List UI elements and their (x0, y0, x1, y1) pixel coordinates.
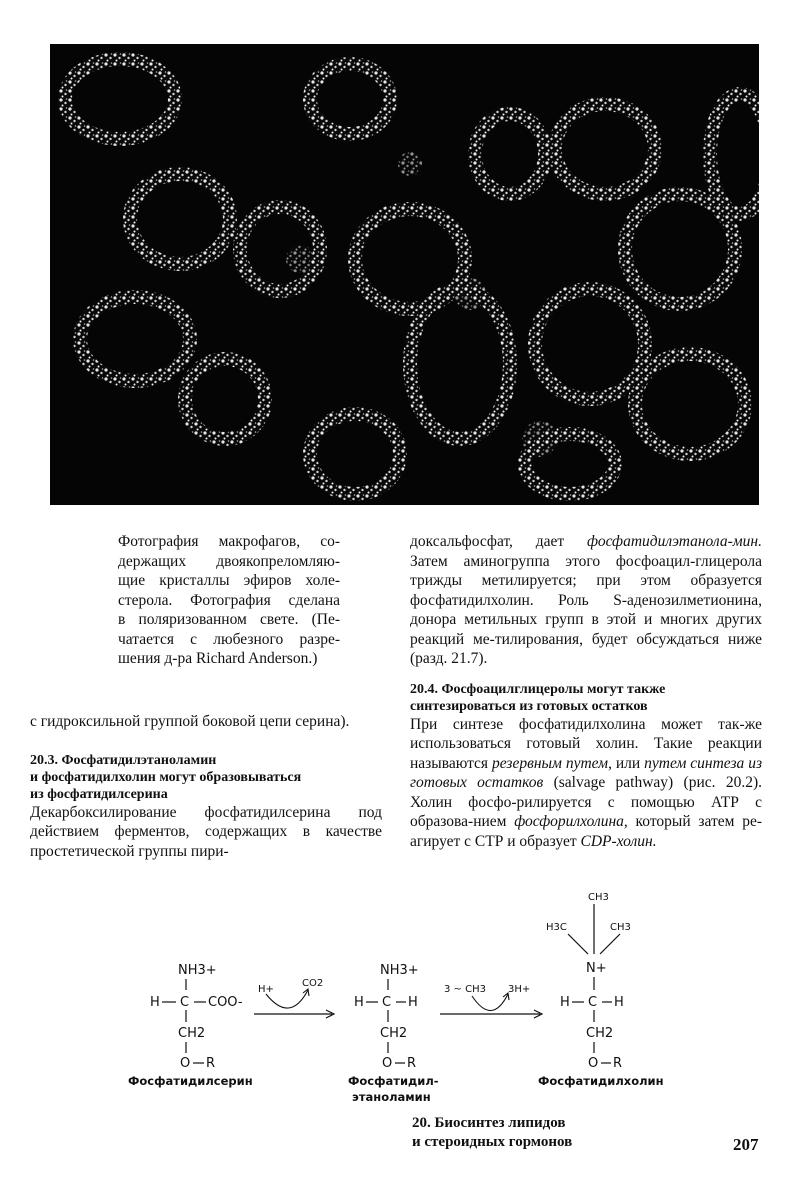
h-atom: H (560, 995, 570, 1010)
compound-label-phosphatidylserine: Фосфатидилсерин (128, 1074, 253, 1088)
chapter-footer (412, 1114, 672, 1152)
section-20-4-body (410, 715, 762, 852)
reagent-methyl-donor: 3 ~ CH3 (444, 984, 486, 995)
term-italic: путем синтеза из готовых остатков (410, 754, 763, 791)
text-run: доксальфосфат, дает (410, 533, 588, 550)
ch3-group: CH3 (610, 922, 631, 933)
reaction-arrow-methylation (440, 984, 542, 1018)
compound-label-ethanolamine-1: Фосфатидил- (348, 1074, 439, 1088)
caption-line: щие кристаллы эфиров холе- (118, 572, 340, 589)
reagent-h-plus: H+ (258, 984, 274, 995)
continuation-paragraph: с гидроксильной группой боковой цепи серина). (30, 713, 350, 730)
micrograph-macrophages (50, 44, 759, 505)
r-group: R (407, 1056, 417, 1071)
product-co2: CO2 (302, 978, 324, 989)
caption-line: держащих двоякопреломляю- (118, 552, 340, 570)
text-run: который затем ре-агирует с СТР и образует (410, 813, 763, 850)
paragraph-methylation (410, 532, 762, 669)
caption-line: Фотография макрофагов, со- (118, 533, 340, 550)
coo-group: COO- (208, 995, 243, 1010)
phosphatidylcholine-structure (538, 892, 664, 1088)
photo-caption (118, 532, 340, 669)
caption-line: в поляризованном свете. (Пе- (118, 611, 340, 628)
o-atom: O (382, 1056, 393, 1071)
reaction-arrow-decarboxylation (254, 978, 334, 1018)
ch2-group: CH2 (586, 1026, 614, 1041)
heading-line: и фосфатидилхолин могут образовываться (30, 769, 302, 785)
nh3-group: NH3+ (178, 963, 217, 978)
product-h-plus: 3H+ (508, 984, 531, 995)
c-atom: C (588, 995, 598, 1010)
caption-line: чатается с любезного разре- (118, 630, 340, 648)
chapter-title-line: 20. Биосинтез липидов (412, 1115, 566, 1131)
heading-line: 20.4. Фосфоацилглицеролы могут также (410, 681, 666, 697)
h-atom: H (150, 995, 160, 1010)
reaction-scheme (100, 882, 700, 1112)
heading-line: 20.3. Фосфатидилэтаноламин (30, 752, 217, 768)
h-atom: H (408, 995, 418, 1010)
h3c-group: H3C (546, 922, 567, 933)
caption-line: стерола. Фотография сделана (118, 591, 340, 609)
h-atom: H (354, 995, 364, 1010)
r-group: R (206, 1056, 216, 1071)
c-atom: C (180, 995, 190, 1010)
text-run: При синтезе фосфатидилхолина может так-же использоваться готовый холин. Такие реакции называются (410, 715, 762, 772)
term-italic: CDP-холин. (580, 832, 657, 850)
section-20-4-heading (410, 681, 762, 715)
ch3-group: CH3 (588, 892, 609, 903)
c-atom: C (382, 995, 392, 1010)
phosphatidylethanolamine-structure (348, 963, 439, 1104)
heading-line: синтезироваться из готовых остатков (410, 698, 648, 714)
ch2-group: CH2 (380, 1026, 408, 1041)
section-20-3-heading (30, 752, 382, 803)
compound-label-ethanolamine-2: этаноламин (352, 1090, 431, 1104)
micrograph-image (50, 44, 759, 505)
nh3-group: NH3+ (380, 963, 419, 978)
term-italic: резервным путем (492, 754, 609, 772)
section-20-3-body: Декарбоксилирование фосфатидилсерина под действием ферментов, содержащих в качестве простетической группы пири- (30, 803, 382, 860)
text-run: Затем аминогруппа этого фосфоацил-глицерола трижды метилируется; при этом образуется фосфатидилхолин. Роль S-аденозилметионина, донора метильных групп в этой и многих других реакций ме-тилирования, будет обсуждаться ниже (разд. 21.7). (410, 552, 762, 667)
page-number: 207 (733, 1135, 759, 1154)
caption-line: шения д-ра Richard Anderson.) (118, 650, 318, 667)
ch2-group: CH2 (178, 1026, 206, 1041)
heading-line: из фосфатидилсерина (30, 786, 168, 802)
text-run: (salvage pathway) (рис. 20.2). Холин фосфо-рилируется с помощью АТР с образова-нием (410, 774, 762, 830)
phosphatidylserine-structure (128, 963, 253, 1088)
reaction-scheme-svg (100, 882, 700, 1112)
right-column (410, 532, 762, 851)
term-italic: фосфатидилэтанола-мин. (587, 533, 762, 550)
n-plus-atom: N+ (586, 961, 607, 976)
chapter-title-line: и стероидных гормонов (412, 1134, 573, 1150)
r-group: R (613, 1056, 623, 1071)
text-run: , или (608, 754, 645, 772)
left-column (30, 712, 382, 861)
o-atom: O (588, 1056, 599, 1071)
term-italic: фосфорилхолина, (514, 813, 628, 830)
h-atom: H (614, 995, 624, 1010)
o-atom: O (180, 1056, 191, 1071)
compound-label-phosphatidylcholine: Фосфатидилхолин (538, 1074, 664, 1088)
